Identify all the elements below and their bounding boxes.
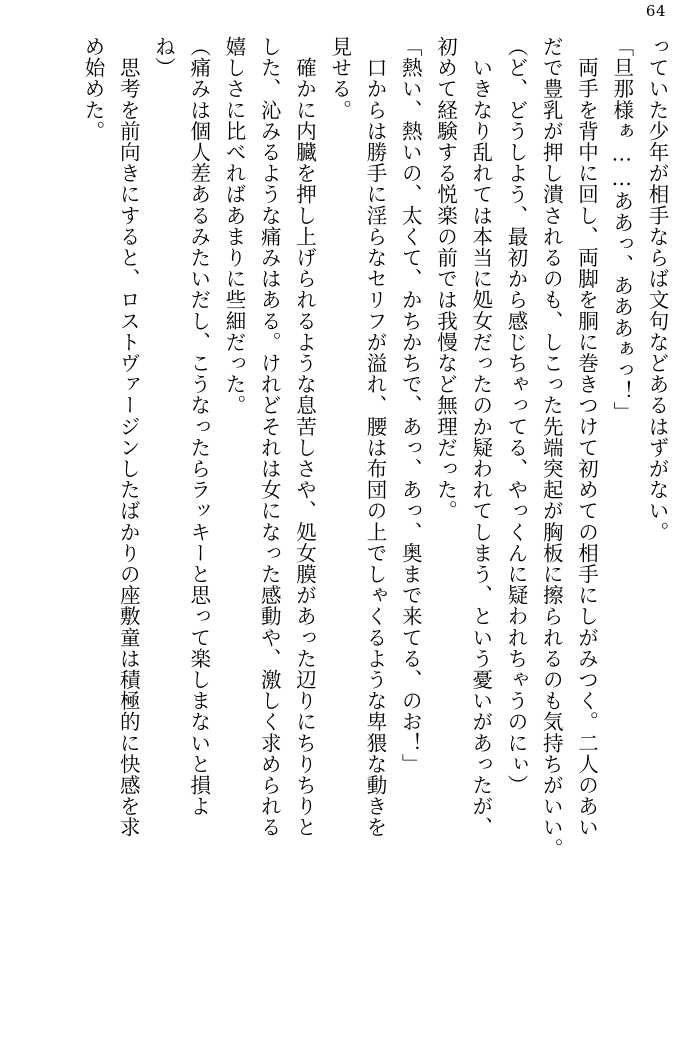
- body-line: ね）: [151, 36, 176, 79]
- body-line: っていた少年が相手ならば文句などあるはずがない。: [645, 36, 669, 543]
- body-line: 思考を前向きにすると、ロストヴァージンしたばかりの座敷童は積極的に快感を求: [116, 36, 141, 838]
- body-line: 見せる。: [327, 36, 352, 121]
- body-line: だで豊乳が押し潰されるのも、しこった先端突起が胸板に擦られるのも気持ちがいい。: [539, 36, 564, 859]
- body-line: 確かに内臓を押し上げられるような息苦しさや、処女膜があった辺りにちりちりと: [292, 36, 317, 838]
- body-line: いきなり乱れては本当に処女だったのか疑われてしまう、という憂いがあったが、: [468, 36, 493, 838]
- body-line: 口からは勝手に淫らなセリフが溢れ、腰は布団の上でしゃくるような卑猥な動きを: [363, 36, 387, 838]
- body-line: 「熱い、熱いの、太くて、かちかちで、あっ、あっ、奥まで来てる、のお！」: [398, 36, 423, 775]
- body-line: 初めて経験する悦楽の前では我慢など無理だった。: [433, 36, 458, 522]
- body-line: め始めた。: [81, 36, 105, 142]
- body-line: した、沁みるような痛みはある。けれどそれは女になった感動や、激しく求められる: [257, 36, 282, 838]
- body-line: 嬉しさに比べればあまりに些細だった。: [222, 36, 246, 416]
- body-line: （ど、どうしよう、最初から感じちゃってる、やっくんに疑われちゃうのにぃ）: [504, 36, 528, 796]
- body-line: （痛みは個人差あるみたいだし、こうなったらラッキーと思って楽しまないと損よ: [186, 36, 211, 817]
- body-line: 両手を背中に回し、両脚を胴に巻きつけて初めての相手にしがみつく。二人のあい: [574, 36, 599, 838]
- page-number: 64: [645, 2, 666, 20]
- body-line: 「旦那様ぁ……ああっ、あああぁっ！」: [609, 36, 634, 423]
- vertical-body-text: [16, 36, 674, 1040]
